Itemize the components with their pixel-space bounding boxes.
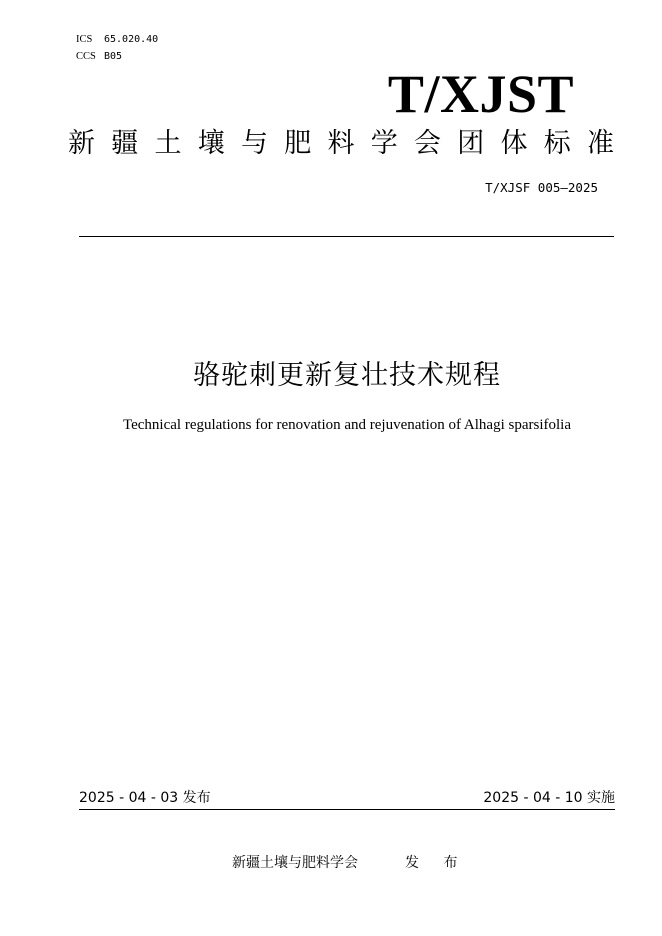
org-title-char: 会 [414, 128, 441, 159]
ics-code: 65.020.40 [104, 34, 159, 45]
org-title-char: 土 [154, 128, 182, 159]
document-title-chinese: 骆驼刺更新复壮技术规程 [193, 360, 501, 391]
org-title-char: 标 [543, 128, 571, 159]
publisher-name: 新疆土壤与肥料学会 [232, 855, 358, 871]
org-title-char: 体 [500, 128, 528, 159]
organization-title [68, 124, 614, 164]
ics-row [76, 31, 158, 48]
ccs-label: CCS [76, 51, 96, 62]
org-title-char: 疆 [111, 128, 139, 159]
ccs-code: B05 [104, 51, 123, 62]
org-title-char: 团 [457, 128, 485, 159]
header-divider [79, 236, 614, 237]
ics-label: ICS [76, 34, 93, 45]
issue-date: 2025 - 04 - 03 发布 [79, 790, 211, 806]
org-title-char: 肥 [284, 128, 312, 159]
org-title-char: 与 [241, 128, 268, 159]
document-title-english: Technical regulations for renovation and rejuvenation of Alhagi sparsifolia [123, 417, 571, 433]
publish-action: 发 布 [405, 855, 468, 871]
standard-number: T/XJSF 005—2025 [485, 180, 598, 195]
classification-codes [76, 31, 158, 65]
implementation-date: 2025 - 04 - 10 实施 [483, 790, 615, 806]
org-title-char: 壤 [197, 128, 225, 159]
org-title-char: 新 [68, 128, 95, 159]
org-title-char: 准 [587, 128, 614, 159]
standard-mark: T/XJST [387, 64, 574, 124]
footer-divider [79, 809, 615, 810]
ccs-row [76, 48, 158, 65]
org-title-char: 学 [370, 128, 398, 159]
org-title-char: 料 [327, 128, 355, 159]
